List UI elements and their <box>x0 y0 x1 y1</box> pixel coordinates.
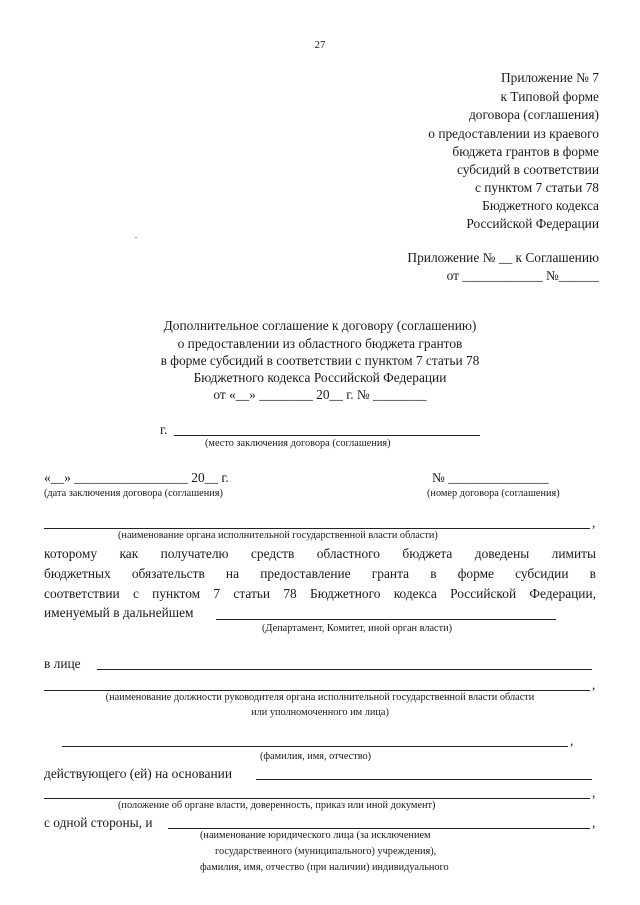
place-prefix: г. <box>160 422 168 437</box>
basis-blank-line-1 <box>256 779 592 780</box>
person-caption: (наименование должности руководителя органа исполнительной государственной власти области <box>105 692 535 703</box>
other-party-prefix: с одной стороны, и <box>44 815 153 830</box>
title-date-number: от «__» ________ 20__ г. № ________ <box>213 387 427 402</box>
agreement-date-caption: (дата заключения договора (соглашения) <box>44 488 223 499</box>
title-line: Бюджетного кодекса Российской Федерации <box>193 370 447 385</box>
appendix-header-line: о предоставлении из краевого <box>428 126 599 141</box>
basis-blank-line-2 <box>44 798 590 799</box>
person-blank-line-1 <box>97 669 592 670</box>
agreement-ref-date-blank: ____________ <box>462 268 543 283</box>
appendix-header-line: Приложение № 7 <box>500 70 599 85</box>
scan-speck <box>135 237 137 238</box>
appendix-header-line: договора (соглашения) <box>468 107 599 122</box>
appendix-header-line: к Типовой форме <box>500 89 599 104</box>
agreement-number-caption: (номер договора (соглашения) <box>427 488 560 499</box>
title-line: в форме субсидий в соответствии с пунктом 7 статьи 78 <box>160 353 480 368</box>
page-number: 27 <box>314 39 326 51</box>
place-caption: (место заключения договора (соглашения) <box>205 438 391 449</box>
paragraph-last-line: именуемый в дальнейшем <box>44 605 194 620</box>
other-party-caption: фамилия, имя, отчество (при наличии) индивидуального <box>200 862 449 873</box>
paragraph-line: соответствии с пунктом 7 статьи 78 Бюджетного кодекса Российской Федерации, <box>44 586 596 601</box>
fio-caption: (фамилия, имя, отчество) <box>260 751 372 762</box>
other-party-comma: , <box>592 815 596 830</box>
person-caption: или уполномоченного им лица) <box>251 707 389 718</box>
agreement-ref-date-line <box>447 268 599 284</box>
appendix-header-line: бюджета грантов в форме <box>452 144 599 159</box>
person-blank-line-2 <box>44 690 590 691</box>
other-party-caption: (наименование юридического лица (за исключением <box>200 830 431 841</box>
appendix-header-line: Российской Федерации <box>466 216 599 231</box>
other-party-blank-line <box>168 828 590 829</box>
recipient-caption: (Департамент, Комитет, иной орган власти) <box>262 623 453 634</box>
person-comma: , <box>592 677 596 692</box>
basis-caption: (положение об органе власти, доверенность, приказ или иной документ) <box>118 800 436 811</box>
basis-prefix: действующего (ей) на основании <box>44 766 232 781</box>
organ-caption: (наименование органа исполнительной государственной власти области) <box>118 530 438 541</box>
other-party-caption: государственного (муниципального) учреждения), <box>215 846 437 857</box>
title-line: Дополнительное соглашение к договору (соглашению) <box>163 318 477 333</box>
fio-comma: , <box>570 733 574 748</box>
appendix-header-line: Бюджетного кодекса <box>482 198 599 213</box>
place-blank-line <box>174 435 480 436</box>
fio-blank-line <box>62 746 568 747</box>
recipient-name-blank-line <box>216 619 556 620</box>
agreement-date: «__» _________________ 20__ г. <box>44 470 229 485</box>
basis-comma: , <box>592 785 596 800</box>
agreement-ref-line: Приложение № __ к Соглашению <box>407 250 599 265</box>
agreement-number: № _______________ <box>432 470 549 485</box>
appendix-header-line: субсидий в соответствии <box>456 162 599 177</box>
person-prefix: в лице <box>44 656 81 671</box>
appendix-header-line: с пунктом 7 статьи 78 <box>474 180 599 195</box>
organ-blank-line <box>44 528 590 529</box>
agreement-ref-date-prefix: от <box>446 268 463 283</box>
paragraph-line: которому как получателю средств областного бюджета доведены лимиты <box>44 546 596 561</box>
agreement-ref-number: №______ <box>542 268 599 283</box>
title-line: о предоставлении из областного бюджета грантов <box>177 336 463 351</box>
paragraph-line: бюджетных обязательств на предоставление гранта в форме субсидии в <box>44 566 596 581</box>
organ-comma: , <box>592 515 596 530</box>
